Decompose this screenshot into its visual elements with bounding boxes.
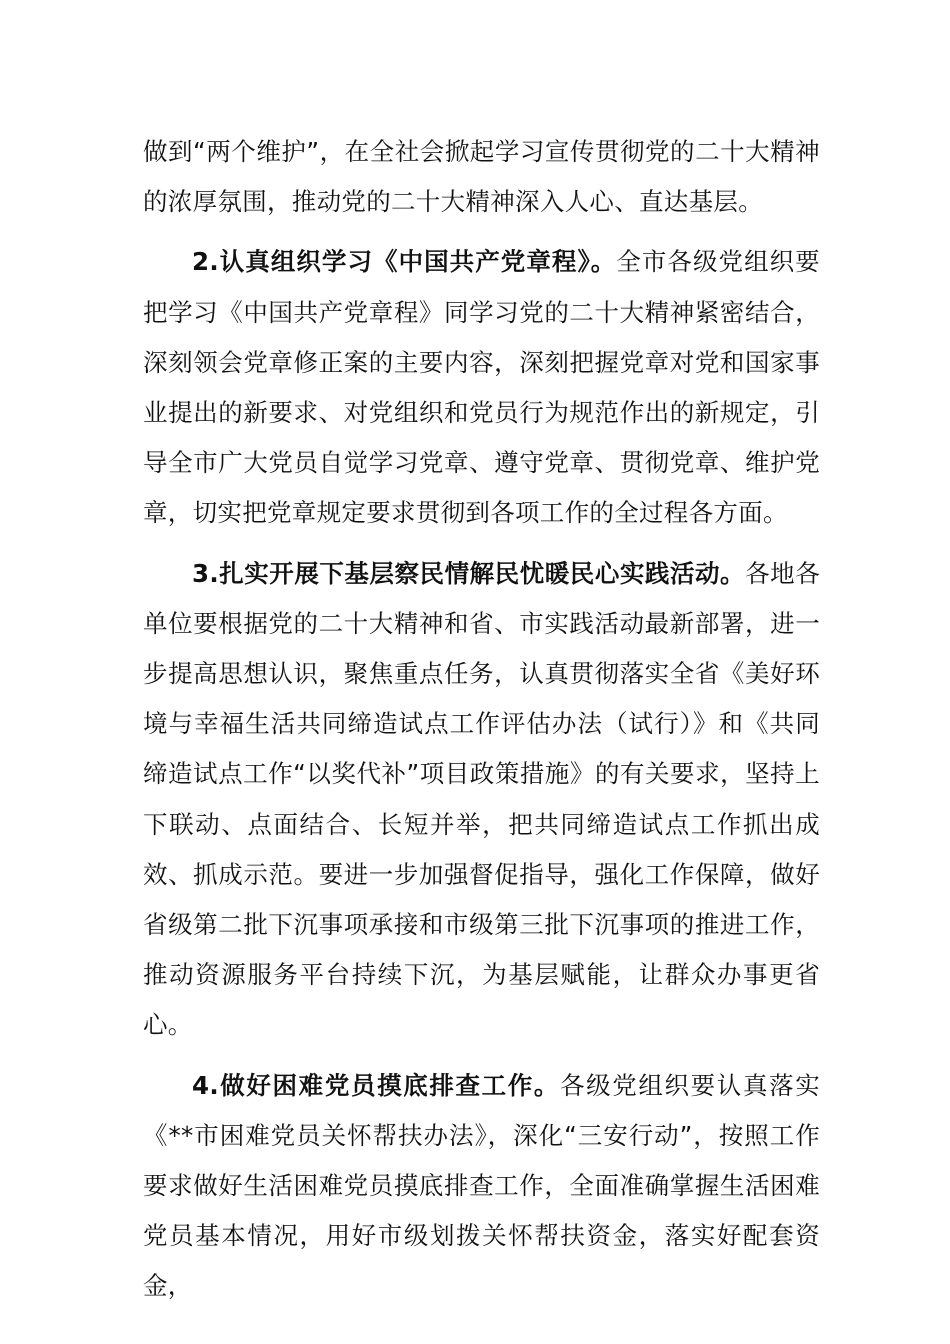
paragraph-text: 各地各单位要根据党的二十大精神和省、市实践活动最新部署，进一步提高思想认识，聚焦重点任务，认真贯彻落实全省《美好环境与幸福生活共同缔造试点工作评估办法（试行）》和《共同缔造试点工作“以奖代补”项目政策措施》的有关要求，坚持上下联动、点面结合、长短并举，把共同缔造试点工作抓出成效、抓成示范。要进一步加强督促指导，强化工作保障，做好省级第二批下沉事项承接和市级第三批下沉事项的推进工作，推动资源服务平台持续下沉，为基层赋能，让群众办事更省心。	[143, 558, 820, 1040]
paragraph-text: 做到“两个维护”，在全社会掀起学习宣传贯彻党的二十大精神的浓厚氛围，推动党的二十大精神深入人心、直达基层。	[143, 137, 820, 217]
paragraph-text: 全市各级党组织要把学习《中国共产党章程》同学习党的二十大精神紧密结合，深刻领会党章修正案的主要内容，深刻把握党章对党和国家事业提出的新要求、对党组织和党员行为规范作出的新规定，引导全市广大党员自觉学习党章、遵守党章、贯彻党章、维护党章，切实把党章规定要求贯彻到各项工作的全过程各方面。	[143, 247, 820, 528]
paragraph-continuation	[143, 127, 820, 227]
document-body	[143, 127, 820, 1312]
paragraph-item-3	[143, 549, 820, 1051]
paragraph-heading: 2.认真组织学习《中国共产党章程》。	[192, 247, 617, 277]
paragraph-heading: 3.扎实开展下基层察民情解民忧暖民心实践活动。	[192, 558, 746, 588]
paragraph-text: 各级党组织要认真落实《**市困难党员关怀帮扶办法》，深化“三安行动”，按照工作要求做好生活困难党员摸底排查工作，全面准确掌握生活困难党员基本情况，用好市级划拨关怀帮扶资金，落实好配套资金，	[143, 1070, 821, 1301]
paragraph-heading: 4.做好困难党员摸底排查工作。	[192, 1070, 561, 1100]
paragraph-item-4	[143, 1061, 820, 1312]
paragraph-item-2	[143, 237, 820, 538]
